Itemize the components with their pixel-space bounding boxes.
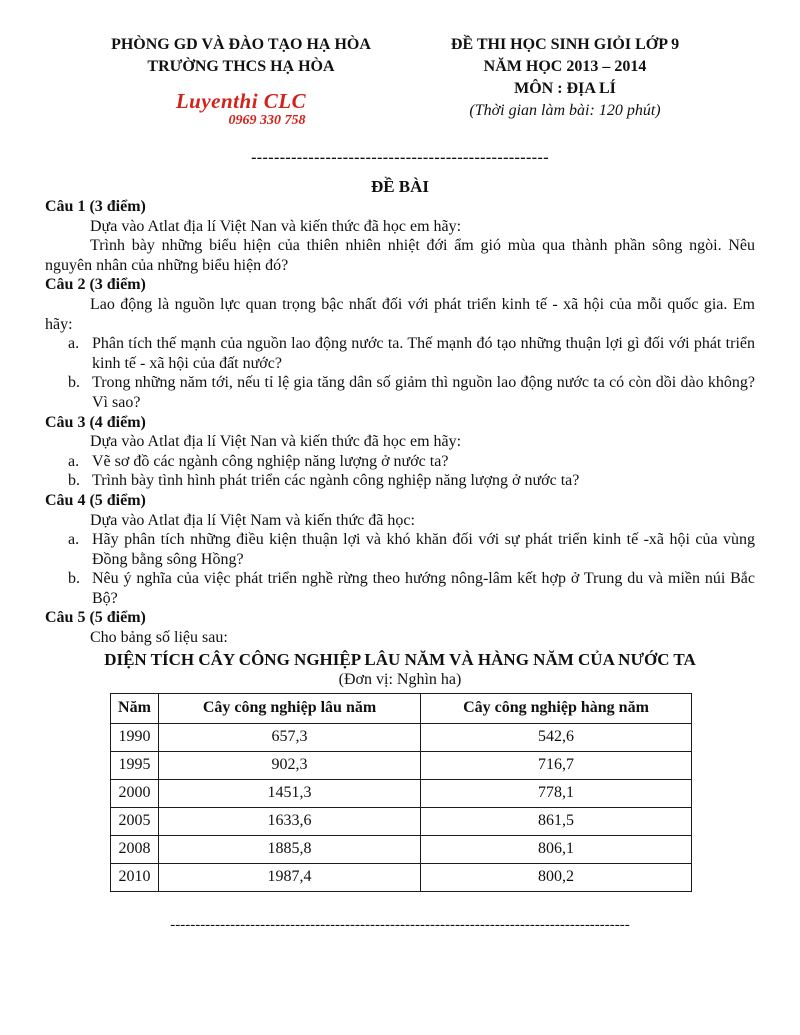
separator-bottom: -------------------------------------------------------------------------------------------- [170, 917, 630, 933]
question-2-intro: Lao động là nguồn lực quan trọng bậc nhất đối với phát triển kinh tế - xã hội của mỗi quốc gia. Em hãy: [45, 295, 755, 333]
table-cell: 542,6 [421, 723, 692, 751]
table-row [111, 723, 692, 751]
question-3-item-a [45, 452, 755, 472]
item-text: Nêu ý nghĩa của việc phát triển nghề rừng theo hướng nông-lâm kết hợp ở Trung du và miền núi Bắc Bộ? [92, 570, 755, 607]
separator-top: ---------------------------------------------------- [251, 150, 549, 166]
item-marker: b. [68, 570, 80, 588]
question-2-item-b [45, 373, 755, 412]
col-header-annual: Cây công nghiệp hàng năm [421, 693, 692, 723]
table-row [111, 807, 692, 835]
school-name: TRƯỜNG THCS HẠ HÒA [147, 58, 335, 75]
item-marker: b. [68, 472, 80, 490]
question-3-item-b [45, 471, 755, 491]
question-4-heading: Câu 4 (5 điểm) [45, 491, 146, 509]
question-5 [45, 608, 755, 647]
table-row [111, 779, 692, 807]
table-cell: 806,1 [421, 835, 692, 863]
question-1 [45, 197, 755, 275]
table-row [111, 835, 692, 863]
table-cell: 902,3 [159, 751, 421, 779]
department-name: PHÒNG GD VÀ ĐÀO TẠO HẠ HÒA [111, 36, 371, 53]
item-marker: a. [68, 335, 80, 353]
logo [55, 91, 427, 128]
item-marker: b. [68, 374, 80, 392]
question-3-intro: Dựa vào Atlat địa lí Việt Nan và kiến thức đã học em hãy: [90, 433, 462, 451]
item-text: Hãy phân tích những điều kiện thuận lợi và khó khăn đối với sự phát triển kinh tế -xã hội của vùng Đồng bằng sông Hồng? [92, 531, 755, 568]
table-cell: 657,3 [159, 723, 421, 751]
exam-body-title: ĐỀ BÀI [370, 177, 430, 196]
table-cell: 1885,8 [159, 835, 421, 863]
question-1-intro: Dựa vào Atlat địa lí Việt Nan và kiến thức đã học em hãy: [90, 217, 462, 235]
question-5-intro: Cho bảng số liệu sau: [90, 629, 228, 647]
questions-section [45, 197, 755, 648]
table-row [111, 751, 692, 779]
exam-title-block [415, 34, 715, 122]
question-1-heading: Câu 1 (3 điểm) [45, 198, 146, 215]
question-1-body: Trình bày những biểu hiện của thiên nhiên nhiệt đới ẩm gió mùa qua thành phần sông ngòi. Nêu nguyên nhân của những biểu hiện đó? [45, 237, 755, 274]
table-row [111, 863, 692, 891]
item-text: Trình bày tình hình phát triển các ngành công nghiệp năng lượng ở nước ta? [92, 472, 580, 490]
table-cell: 2000 [111, 779, 159, 807]
item-marker: a. [68, 531, 80, 549]
school-year: NĂM HỌC 2013 – 2014 [483, 58, 647, 75]
table-cell: 778,1 [421, 779, 692, 807]
question-4-item-a [45, 530, 755, 569]
logo-phone-number: 0969 330 758 [228, 113, 306, 128]
table-header-row [111, 693, 692, 723]
question-4 [45, 491, 755, 609]
table-cell: 2005 [111, 807, 159, 835]
table-cell: 1451,3 [159, 779, 421, 807]
school-header-block [55, 34, 427, 128]
table-cell: 2010 [111, 863, 159, 891]
question-5-heading: Câu 5 (5 điểm) [45, 609, 146, 627]
crop-area-table [110, 693, 692, 892]
table-cell: 2008 [111, 835, 159, 863]
table-cell: 716,7 [421, 751, 692, 779]
question-3-heading: Câu 3 (4 điểm) [45, 413, 146, 431]
table-cell: 1990 [111, 723, 159, 751]
data-table-unit: (Đơn vị: Nghìn ha) [338, 670, 462, 688]
data-table-title: DIỆN TÍCH CÂY CÔNG NGHIỆP LÂU NĂM VÀ HÀNG NĂM CỦA NƯỚC TA [104, 649, 696, 669]
subject-name: MÔN : ĐỊA LÍ [514, 80, 616, 97]
table-cell: 800,2 [421, 863, 692, 891]
table-cell: 861,5 [421, 807, 692, 835]
exam-duration: (Thời gian làm bài: 120 phút) [469, 102, 661, 119]
table-cell: 1987,4 [159, 863, 421, 891]
document-header [45, 34, 755, 146]
item-text: Trong những năm tới, nếu tỉ lệ gia tăng dân số giảm thì nguồn lao động nước ta có còn dồi dào không? Vì sao? [92, 374, 755, 411]
col-header-year: Năm [111, 693, 159, 723]
question-2-item-a [45, 334, 755, 373]
item-marker: a. [68, 452, 80, 470]
item-text: Vẽ sơ đồ các ngành công nghiệp năng lượng ở nước ta? [92, 452, 449, 470]
table-cell: 1995 [111, 751, 159, 779]
question-2 [45, 275, 755, 412]
item-text: Phân tích thế mạnh của nguồn lao động nước ta. Thế mạnh đó tạo những thuận lợi gì đối với phát triển kinh tế - xã hội của đất nước? [92, 335, 755, 372]
exam-title: ĐỀ THI HỌC SINH GIỎI LỚP 9 [450, 36, 680, 53]
question-2-heading: Câu 2 (3 điểm) [45, 276, 146, 294]
logo-text: Luyenthi CLC [175, 89, 307, 113]
col-header-perennial: Cây công nghiệp lâu năm [159, 693, 421, 723]
question-4-item-b [45, 569, 755, 608]
question-3 [45, 413, 755, 491]
table-cell: 1633,6 [159, 807, 421, 835]
question-4-intro: Dựa vào Atlat địa lí Việt Nam và kiến thức đã học: [90, 511, 415, 529]
